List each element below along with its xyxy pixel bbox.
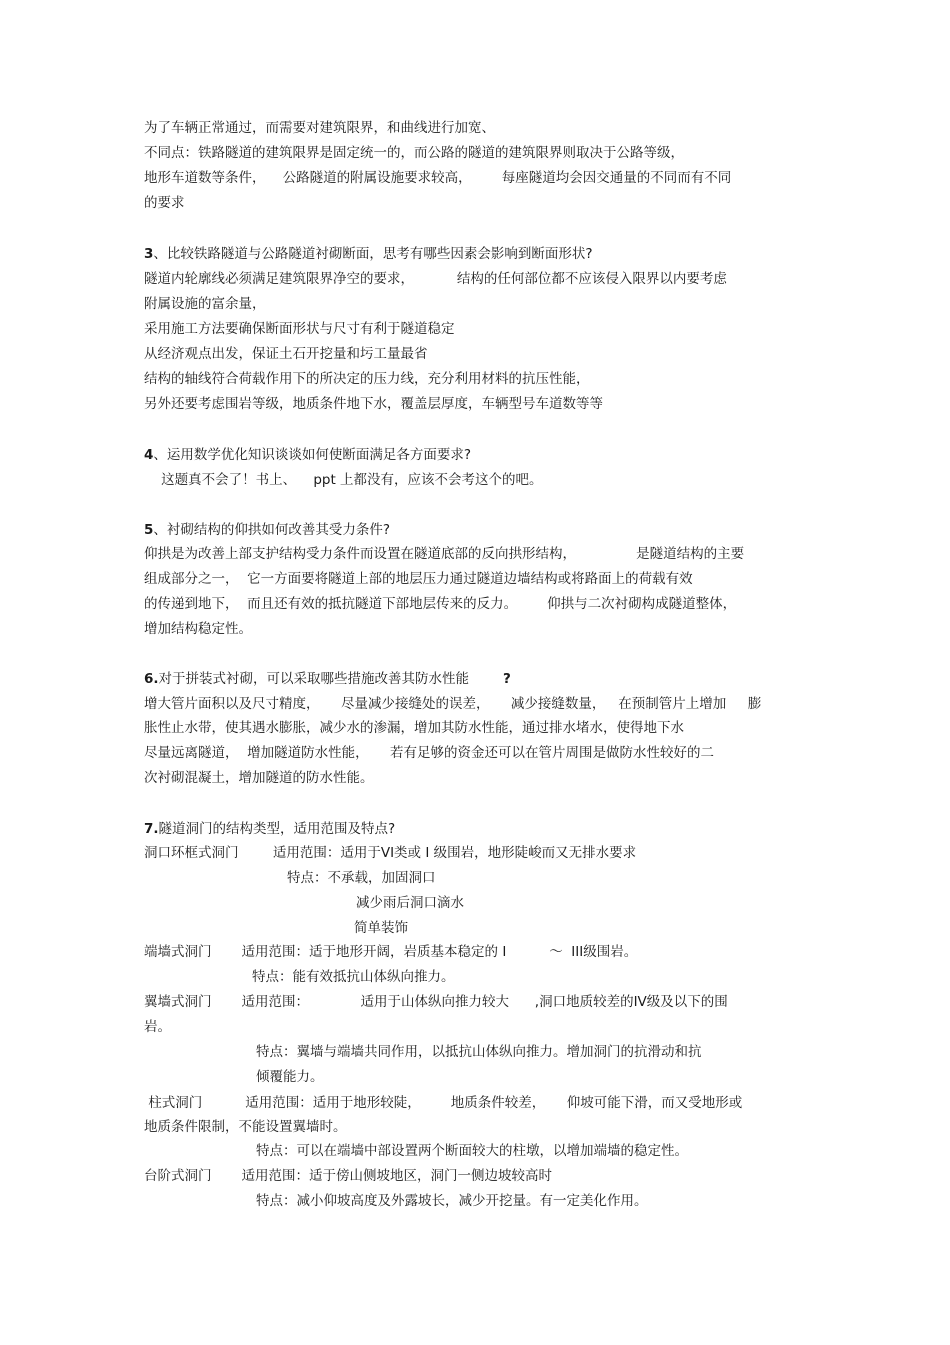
portal-type-line: 端墙式洞门 适用范围：适于地形开阔，岩质基本稳定的 I ～ III级围岩。 <box>144 944 638 960</box>
portal-feature-line: 倾覆能力。 <box>256 1069 324 1085</box>
intro-line: 不同点：铁路隧道的建筑限界是固定统一的，而公路的隧道的建筑限界则取决于公路等级， <box>144 145 684 161</box>
question-number: 6. <box>144 671 159 687</box>
question-mark: ? <box>503 671 511 687</box>
portal-feature-line: 减少雨后洞口滴水 <box>356 895 464 911</box>
question-number: 3 <box>144 246 154 262</box>
answer-line: 组成部分之一， 它一方面要将隧道上部的地层压力通过隧道边墙结构或将路面上的荷载有效 <box>144 571 693 587</box>
answer-line: 采用施工方法要确保断面形状与尺寸有利于隧道稳定 <box>144 321 455 337</box>
portal-type-line: 翼墙式洞门 适用范围： 适用于山体纵向推力较大 ,洞口地质较差的IV级及以下的围 <box>144 994 728 1010</box>
question-title: 对于拼装式衬砌，可以采取哪些措施改善其防水性能 <box>158 671 470 687</box>
answer-line: 增大管片面积以及尺寸精度， 尽量减少接缝处的误差， 减少接缝数量， 在预制管片上增加 膨 <box>144 696 762 712</box>
question-6-heading <box>144 670 511 688</box>
portal-feature-line: 特点：可以在端墙中部设置两个断面较大的柱墩，以增加端墙的稳定性。 <box>256 1143 688 1159</box>
portal-type-line: 岩。 <box>144 1019 171 1035</box>
portal-feature-line: 简单装饰 <box>354 920 408 936</box>
question-number: 5 <box>144 522 154 538</box>
question-title: 隧道洞门的结构类型，适用范围及特点? <box>158 821 396 837</box>
answer-line: 隧道内轮廓线必须满足建筑限界净空的要求， 结构的任何部位都不应该侵入限界以内要考虑 <box>144 271 727 287</box>
answer-line: 仰拱是为改善上部支护结构受力条件而设置在隧道底部的反向拱形结构， 是隧道结构的主要 <box>144 546 745 562</box>
portal-feature-line: 特点：减小仰坡高度及外露坡长，减少开挖量。有一定美化作用。 <box>256 1193 648 1209</box>
answer-line: 增加结构稳定性。 <box>144 621 252 637</box>
portal-type-line: 柱式洞门 适用范围：适用于地形较陡， 地质条件较差， 仰坡可能下滑，而又受地形或 <box>144 1095 743 1111</box>
question-5-heading <box>144 521 390 539</box>
question-7-heading <box>144 820 395 838</box>
answer-line: 胀性止水带，使其遇水膨胀，减少水的渗漏，增加其防水性能，通过排水堵水，使得地下水 <box>144 720 684 736</box>
question-number: 7. <box>144 821 159 837</box>
question-title: 、比较铁路隧道与公路隧道衬砌断面，思考有哪些因素会影响到断面形状? <box>153 246 593 262</box>
answer-line: 另外还要考虑围岩等级，地质条件地下水，覆盖层厚度，车辆型号车道数等等 <box>144 396 603 412</box>
portal-feature-line: 特点：翼墙与端墙共同作用，以抵抗山体纵向推力。增加洞门的抗滑动和抗 <box>256 1044 702 1060</box>
question-number: 4 <box>144 447 154 463</box>
question-title: 、衬砌结构的仰拱如何改善其受力条件? <box>153 522 391 538</box>
answer-line: 结构的轴线符合荷载作用下的所决定的压力线，充分利用材料的抗压性能， <box>144 371 590 387</box>
answer-line: 次衬砌混凝土，增加隧道的防水性能。 <box>144 770 374 786</box>
answer-line: 从经济观点出发，保证土石开挖量和圬工量最省 <box>144 346 428 362</box>
answer-line: 的传递到地下， 而且还有效的抵抗隧道下部地层传来的反力。 仰拱与二次衬砌构成隧道整体， <box>144 596 737 612</box>
portal-feature-line: 特点：能有效抵抗山体纵向推力。 <box>252 969 455 985</box>
intro-line: 的要求 <box>144 195 185 211</box>
intro-line: 为了车辆正常通过，而需要对建筑限界，和曲线进行加宽、 <box>144 120 495 136</box>
answer-line: 这题真不会了！书上、 ppt 上都没有，应该不会考这个的吧。 <box>144 472 543 488</box>
question-4-heading <box>144 446 471 464</box>
question-title: 、运用数学优化知识谈谈如何使断面满足各方面要求? <box>153 447 472 463</box>
intro-line: 地形车道数等条件， 公路隧道的附属设施要求较高， 每座隧道均会因交通量的不同而有不同 <box>144 170 732 186</box>
portal-feature-line: 特点：不承载，加固洞口 <box>287 870 436 886</box>
answer-line: 尽量远离隧道， 增加隧道防水性能， 若有足够的资金还可以在管片周围是做防水性较好的二 <box>144 745 715 761</box>
answer-line: 附属设施的富余量， <box>144 296 266 312</box>
portal-type-line: 台阶式洞门 适用范围：适于傍山侧坡地区，洞门一侧边坡较高时 <box>144 1168 553 1184</box>
question-3-heading <box>144 245 593 263</box>
portal-type-line: 地质条件限制，不能设置翼墙时。 <box>144 1119 347 1135</box>
portal-type-line: 洞口环框式洞门 适用范围：适用于VI类或 I 级围岩，地形陡峻而又无排水要求 <box>144 845 637 861</box>
